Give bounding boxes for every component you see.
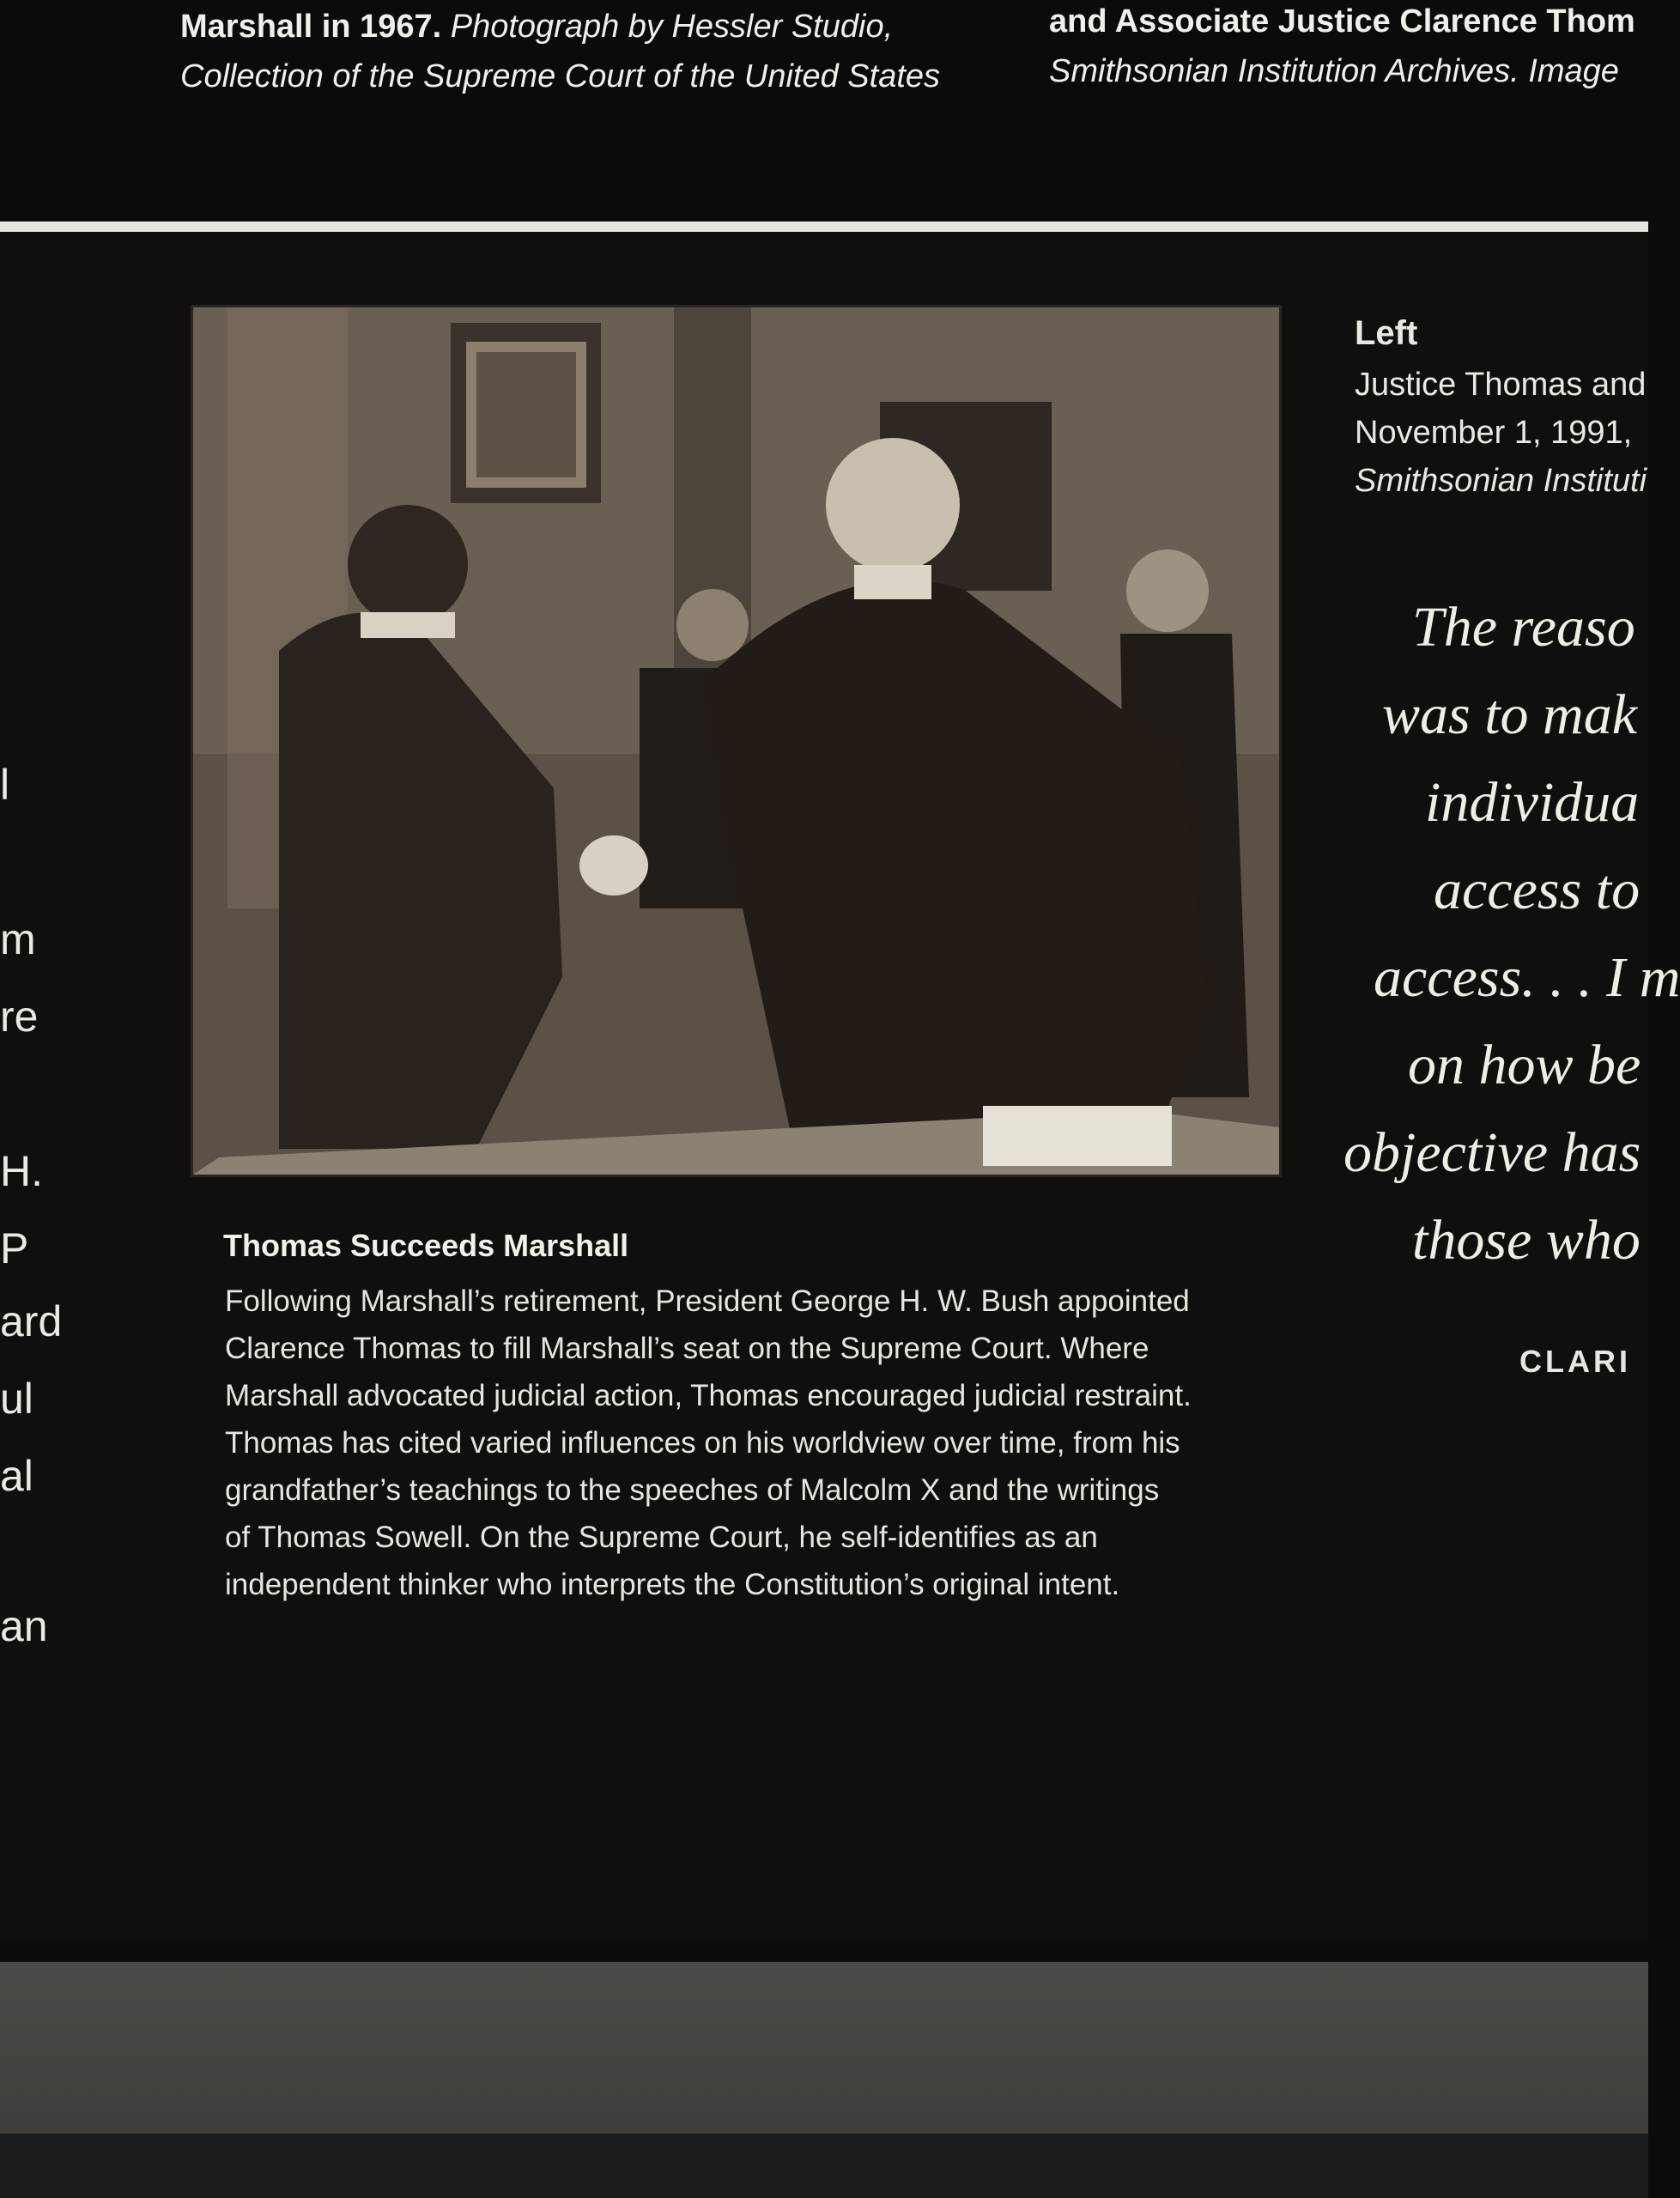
- quote-line: individua: [1425, 771, 1640, 834]
- caption-line: independent thinker who interprets the Constitution’s original intent.: [225, 1568, 1120, 1601]
- quote-line: those who: [1412, 1209, 1641, 1272]
- caption-line: Smithsonian Instituti: [1355, 463, 1647, 499]
- quote-attribution: CLARI: [1519, 1344, 1631, 1379]
- left-fragment: m: [0, 915, 36, 963]
- caption-line: grandfather’s teachings to the speeches of Malcolm X and the writings: [225, 1473, 1160, 1507]
- quote-line: access. . . I m: [1374, 946, 1680, 1009]
- caption-line: Marshall advocated judicial action, Thomas encouraged judicial restraint.: [225, 1379, 1192, 1412]
- quote-line: objective has: [1343, 1121, 1641, 1184]
- left-fragment: l: [0, 761, 10, 809]
- caption-bold: Marshall in 1967.: [180, 9, 442, 45]
- divider-line: [0, 222, 1648, 232]
- right-photo-caption: [1355, 309, 1647, 505]
- handshake-photograph: [191, 305, 1282, 1177]
- left-fragment: ul: [0, 1375, 33, 1423]
- pull-quote: [1339, 584, 1680, 1284]
- left-fragment: ard: [0, 1297, 63, 1345]
- quote-line: was to mak: [1382, 683, 1637, 746]
- caption-italic: Collection of the Supreme Court of the United States: [180, 58, 941, 94]
- caption-bold: and Associate Justice Clarence Thom: [1049, 3, 1635, 39]
- left-fragment: H.: [0, 1147, 43, 1195]
- caption-line: November 1, 1991,: [1355, 415, 1633, 451]
- quote-line: on how be: [1408, 1034, 1641, 1096]
- photo-caption-title: Thomas Succeeds Marshall: [223, 1228, 629, 1263]
- caption-line: Following Marshall’s retirement, President George H. W. Bush appointed: [225, 1284, 1190, 1318]
- left-fragment: re: [0, 993, 39, 1041]
- left-fragment: P: [0, 1224, 29, 1272]
- display-base: [0, 2134, 1648, 2198]
- caption-line: Justice Thomas and: [1355, 367, 1647, 403]
- caption-italic: Smithsonian Institution Archives. Image: [1049, 53, 1619, 89]
- caption-line: Clarence Thomas to fill Marshall’s seat on the Supreme Court. Where: [225, 1332, 1149, 1365]
- photo-caption-body: [225, 1278, 1307, 1608]
- left-fragment: al: [0, 1452, 33, 1500]
- top-right-caption: [1049, 0, 1648, 96]
- quote-line: The reaso: [1412, 596, 1635, 659]
- caption-label: Left: [1355, 314, 1418, 352]
- display-ledge: [0, 1962, 1648, 2134]
- top-left-caption: [180, 2, 940, 101]
- quote-line: access to: [1434, 859, 1641, 921]
- caption-line: Thomas has cited varied influences on his worldview over time, from his: [225, 1426, 1180, 1460]
- caption-line: of Thomas Sowell. On the Supreme Court, he self-identifies as an: [225, 1521, 1098, 1554]
- caption-italic: Photograph by Hessler Studio,: [450, 9, 894, 45]
- left-fragment: an: [0, 1602, 48, 1650]
